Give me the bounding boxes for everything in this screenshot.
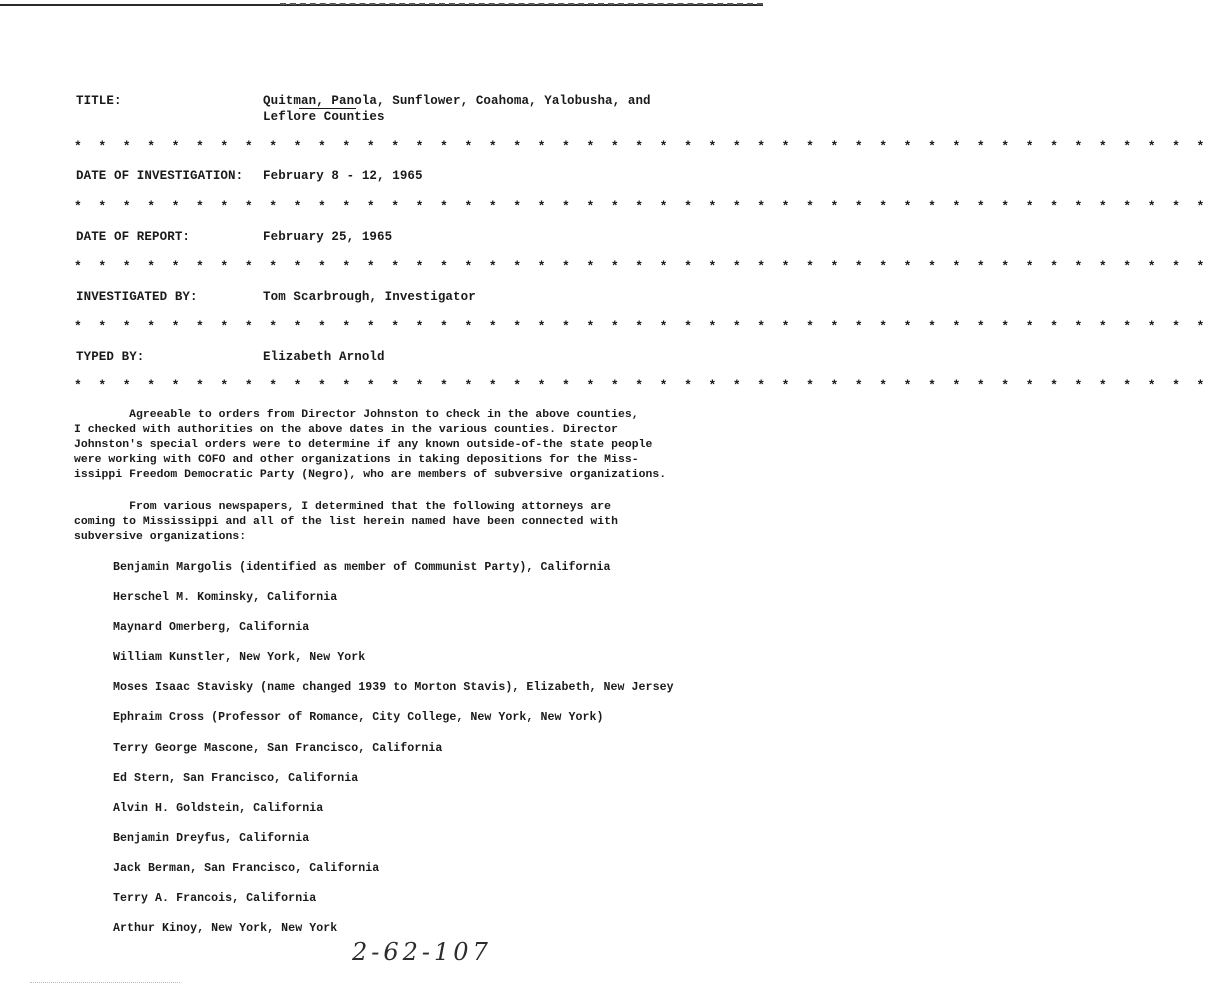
separator-row: * * * * * * * * * * * * * * * * * * * * * * * * * * * * * * * * * * * * * * * * * * * * * * *: [74, 139, 1209, 154]
separator-row: * * * * * * * * * * * * * * * * * * * * * * * * * * * * * * * * * * * * * * * * * * * * * * *: [74, 259, 1209, 274]
paragraph-line: subversive organizations:: [74, 531, 247, 543]
body-paragraph-2: [74, 500, 724, 545]
date-of-report-label: DATE OF REPORT:: [76, 230, 191, 244]
attorney-list-item: Terry A. Francois, California: [113, 892, 317, 906]
attorney-list-item: Ed Stern, San Francisco, California: [113, 771, 359, 785]
attorney-list-item: Arthur Kinoy, New York, New York: [113, 922, 338, 936]
investigated-by-value: Tom Scarbrough, Investigator: [263, 290, 476, 304]
top-border-dashes: [280, 3, 763, 5]
attorney-list-item: Alvin H. Goldstein, California: [113, 801, 324, 815]
separator-row: * * * * * * * * * * * * * * * * * * * * * * * * * * * * * * * * * * * * * * * * * * * * * * *: [74, 378, 1209, 393]
date-of-report-value: February 25, 1965: [263, 230, 393, 244]
investigated-by-label: INVESTIGATED BY:: [76, 290, 198, 304]
handwritten-document-number: 2-62-107: [352, 938, 492, 966]
attorney-list: [113, 560, 733, 951]
date-of-investigation-value: February 8 - 12, 1965: [263, 169, 423, 183]
separator-row: * * * * * * * * * * * * * * * * * * * * * * * * * * * * * * * * * * * * * * * * * * * * * * *: [74, 319, 1209, 334]
paragraph-line: From various newspapers, I determined that the following attorneys are: [74, 501, 612, 513]
title-value: Quitman, Panola, Sunflower, Coahoma, Yalobusha, and Leflore Counties: [263, 94, 651, 124]
attorney-list-item: Moses Isaac Stavisky (name changed 1939 to Morton Stavis), Elizabeth, New Jersey: [113, 681, 674, 695]
attorney-list-item: Herschel M. Kominsky, California: [113, 591, 338, 605]
coahoma-underline: [299, 108, 356, 109]
paragraph-line: issippi Freedom Democratic Party (Negro), who are members of subversive organizations.: [74, 469, 667, 481]
attorney-list-item: Ephraim Cross (Professor of Romance, City College, New York, New York): [113, 711, 604, 725]
attorney-list-item: Benjamin Margolis (identified as member of Communist Party), California: [113, 561, 611, 574]
attorney-list-item: William Kunstler, New York, New York: [113, 651, 366, 665]
title-label: TITLE:: [76, 94, 122, 108]
typed-by-label: TYPED BY:: [76, 350, 145, 364]
body-paragraph-1: [74, 408, 724, 483]
attorney-list-item: Terry George Mascone, San Francisco, California: [113, 741, 443, 755]
scan-artifact: [30, 982, 180, 983]
paragraph-line: coming to Mississippi and all of the list herein named have been connected with: [74, 516, 618, 528]
attorney-list-item: Benjamin Dreyfus, California: [113, 831, 310, 845]
attorney-list-item: Jack Berman, San Francisco, California: [113, 861, 380, 875]
separator-row: * * * * * * * * * * * * * * * * * * * * * * * * * * * * * * * * * * * * * * * * * * * * * * *: [74, 199, 1209, 214]
attorney-list-item: Maynard Omerberg, California: [113, 621, 310, 635]
paragraph-line: I checked with authorities on the above dates in the various counties. Director: [74, 424, 618, 436]
paragraph-line: were working with COFO and other organizations in taking depositions for the Miss-: [74, 454, 639, 466]
typed-by-value: Elizabeth Arnold: [263, 350, 385, 364]
date-of-investigation-label: DATE OF INVESTIGATION:: [76, 169, 244, 183]
paragraph-line: Agreeable to orders from Director Johnston to check in the above counties,: [74, 409, 639, 421]
paragraph-line: Johnston's special orders were to determine if any known outside-of-the state people: [74, 439, 653, 451]
